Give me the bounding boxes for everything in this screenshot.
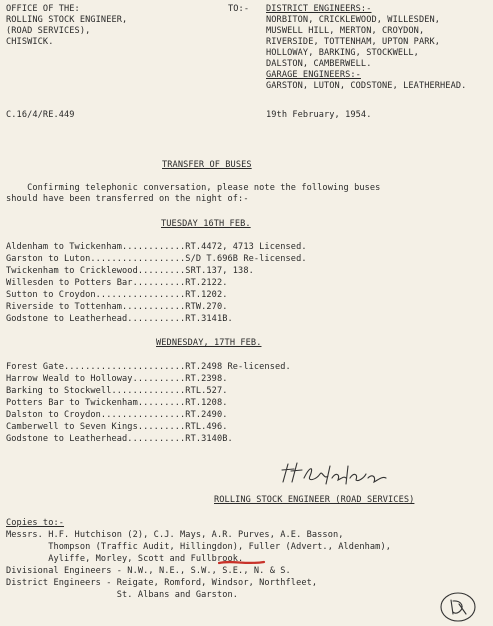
transfer-row: Forest Gate.......................RT.2498 Re-licensed. [6,362,291,372]
intro-line: Confirming telephonic conversation, please note the following buses [6,183,381,193]
from-line-1: OFFICE OF THE: [6,4,80,14]
district-line: HOLLOWAY, BARKING, STOCKWELL, [266,48,419,58]
reference-number: C.16/4/RE.449 [6,110,75,120]
transfer-row: Harrow Weald to Holloway..........RT.2398. [6,374,228,384]
transfer-row: Camberwell to Seven Kings.........RTL.496. [6,422,228,432]
intro-line: should have been transferred on the night of:- [6,194,249,204]
transfer-row: Twickenham to Cricklewood.........SRT.137, 138. [6,266,254,276]
transfer-row: Potters Bar to Twickenham.........RT.1208. [6,398,228,408]
transfer-row: Barking to Stockwell..............RTL.527. [6,386,228,396]
letter-date: 19th February, 1954. [266,110,372,120]
copies-line: Thompson (Traffic Audit, Hillingdon), Fuller (Advert., Aldenham), [6,542,391,552]
transfer-row: Willesden to Potters Bar..........RT.2122. [6,278,228,288]
district-engineers-heading: DISTRICT ENGINEERS:- [266,4,372,14]
garage-line: GARSTON, LUTON, CODSTONE, LEATHERHEAD. [266,81,467,91]
district-line: NORBITON, CRICKLEWOOD, WILLESDEN, [266,15,441,25]
garage-engineers-heading: GARAGE ENGINEERS:- [266,70,361,80]
copies-heading: Copies to:- [6,518,65,528]
copies-line: Divisional Engineers - N.W., N.E., S.W., S.E., N. & S. [6,566,291,576]
transfer-row: Sutton to Croydon.................RT.1202. [6,290,228,300]
section-heading-wednesday: WEDNESDAY, 17TH FEB. [156,338,262,348]
transfer-row: Godstone to Leatherhead...........RT.3140B. [6,434,233,444]
transfer-row: Riverside to Tottenham............RTW.270. [6,302,228,312]
transfer-row: Aldenham to Twickenham............RT.4472, 4713 Licensed. [6,242,307,252]
from-line-4: CHISWICK. [6,37,54,47]
signatory-title: ROLLING STOCK ENGINEER (ROAD SERVICES) [214,495,415,505]
handwritten-signature [280,460,390,490]
to-label: TO:- [228,4,250,14]
from-line-3: (ROAD SERVICES), [6,26,91,36]
section-heading-tuesday: TUESDAY 16TH FEB. [161,219,251,229]
district-line: RIVERSIDE, TOTTENHAM, UPTON PARK, [266,37,441,47]
district-line: DALSTON, CAMBERWELL. [266,59,372,69]
copies-line: Messrs. H.F. Hutchison (2), C.J. Mays, A.R. Purves, A.E. Basson, [6,530,344,540]
document-title: TRANSFER OF BUSES [162,160,252,170]
copies-line: District Engineers - Reigate, Romford, Windsor, Northfleet, [6,578,318,588]
transfer-row: Garston to Luton..................S/D T.696B Re-licensed. [6,254,307,264]
copies-line: Ayliffe, Morley, Scott and Fullbrook. [6,554,244,564]
circled-handwritten-mark [438,590,478,624]
from-line-2: ROLLING STOCK ENGINEER, [6,15,128,25]
red-underline-mark [218,558,266,568]
copies-line: St. Albans and Garston. [6,590,239,600]
district-line: MUSWELL HILL, MERTON, CROYDON, [266,26,425,36]
transfer-row: Dalston to Croydon................RT.2490. [6,410,228,420]
transfer-row: Godstone to Leatherhead...........RT.3141B. [6,314,233,324]
